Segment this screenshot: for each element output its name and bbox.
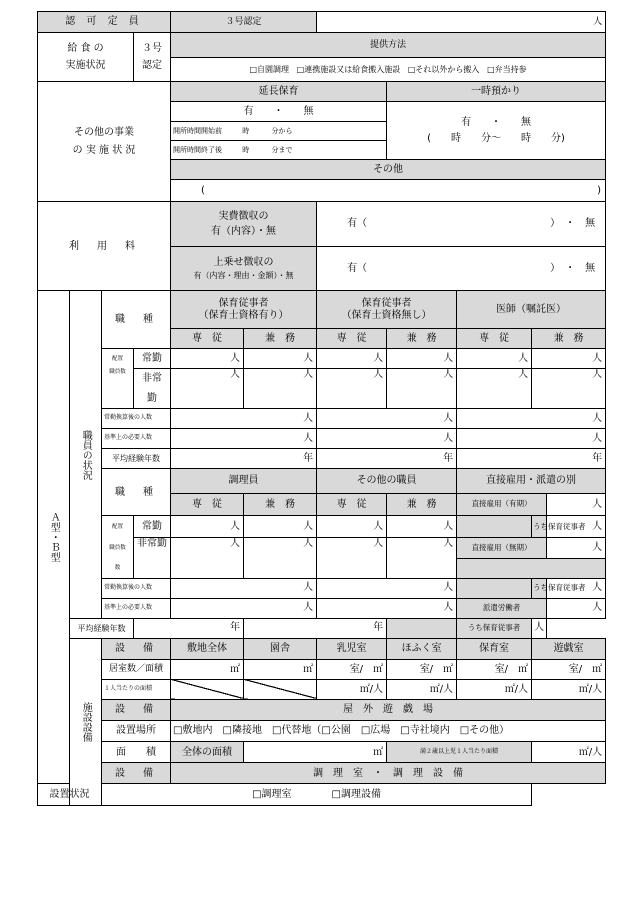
staff1-c1-ft-full[interactable]: 人: [171, 349, 244, 369]
staff2-c1-pt-part[interactable]: 人: [244, 538, 317, 578]
fees-actual-field[interactable]: [317, 202, 606, 247]
outdoor-area-row: [38, 742, 606, 763]
extended-end-field[interactable]: [171, 141, 387, 160]
kitchen-setup-label: 設置状況: [38, 784, 102, 806]
temporary-care-header: 一時預かり: [387, 82, 606, 102]
other-paren-close: ): [597, 184, 602, 196]
staff2-dispatched-label: 派遣労働者: [457, 598, 547, 618]
facility-per-person-row: [38, 679, 606, 699]
staff2-c1-converted[interactable]: 人: [171, 578, 317, 598]
kitchen-setup-row: [38, 784, 606, 806]
staff2-required-label: 基準上の必要人数: [102, 598, 171, 618]
other-field[interactable]: [171, 180, 606, 202]
kitchen-options[interactable]: □調理室 □調理設備: [102, 784, 532, 806]
staff1-c3-pt-full[interactable]: 人: [457, 369, 532, 409]
facility-col-building: 園舎: [244, 638, 317, 659]
meals-row: [38, 33, 606, 57]
staff1-c3-part: 兼 務: [532, 329, 606, 349]
other-paren-open: (: [201, 184, 205, 196]
staff2-c1-required[interactable]: 人: [171, 598, 317, 618]
staff1-c1-ft-part[interactable]: 人: [244, 349, 317, 369]
other-header: その他: [171, 160, 606, 180]
staff1-required-label: 基準上の必要人数: [102, 429, 171, 449]
facility-building-area[interactable]: ㎡: [244, 659, 317, 679]
outdoor-total-area-label: 全体の面積: [171, 742, 244, 763]
type-ab-label: Ａ型・Ｂ型: [38, 291, 70, 784]
staff1-c2-part: 兼 務: [387, 329, 457, 349]
staff2-fulltime-row: [38, 516, 606, 538]
staff1-converted-row: [38, 409, 606, 429]
facility-nursery-per-person[interactable]: ㎡/人: [457, 679, 532, 699]
facility-col-site: 敷地全体: [171, 638, 244, 659]
staff2-dispatched-count[interactable]: 人: [547, 598, 606, 618]
meal-option-bento[interactable]: □弁当持参: [487, 64, 527, 74]
staff2-direct-fixed-label: 直接雇用（有期）: [457, 493, 547, 515]
facility-nursery-room-area[interactable]: 室/ ㎡: [457, 659, 532, 679]
facility-col-nursery-room: 保育室: [457, 638, 532, 659]
outdoor-equipment-label: 設 備: [102, 699, 171, 720]
staff1-c3-pt-part[interactable]: 人: [532, 369, 606, 409]
staff1-c1-converted[interactable]: 人: [171, 409, 317, 429]
extended-start-hour: 時: [242, 127, 250, 136]
staff1-c1-part: 兼 務: [244, 329, 317, 349]
temporary-times[interactable]: ( 時 分〜 時 分): [427, 132, 565, 144]
staff1-col2-header: [317, 291, 457, 329]
approval-row: [38, 12, 606, 33]
staff2-c1-ft-part[interactable]: 人: [244, 516, 317, 538]
staff1-c2-ft-part[interactable]: 人: [387, 349, 457, 369]
staff2-nursery-dispatched-count[interactable]: 人: [532, 618, 547, 638]
fees-extra-field[interactable]: [317, 246, 606, 291]
staff1-c3-ft-part[interactable]: 人: [532, 349, 606, 369]
outdoor-area-label: 面 積: [102, 742, 171, 763]
staff-status-label: 職員の状況: [70, 291, 102, 618]
staff1-c2-converted[interactable]: 人: [317, 409, 457, 429]
staff2-converted-label: 常勤換算後の人数: [102, 578, 171, 598]
meal-option-self-cooking[interactable]: □自園調理: [249, 64, 290, 74]
staff1-col1-line1: 保育従事者: [218, 298, 269, 310]
outdoor-location-options[interactable]: □敷地内 □隣接地 □代替地（□公園 □広場 □寺社境内 □その他）: [171, 721, 606, 742]
staff2-col3-header: 直接雇用・派遣の別: [457, 469, 606, 493]
facility-per-person-label: １人当たりの面積: [102, 679, 171, 699]
nursery-form-sheet: [37, 11, 605, 806]
staff1-c3-required[interactable]: 人: [457, 429, 606, 449]
outdoor-child-area-value[interactable]: ㎡/人: [532, 742, 606, 763]
meals-options: [171, 57, 606, 81]
staff1-col3-header: 医師（嘱託医）: [457, 291, 606, 329]
meals-label-line2: 実施状況: [65, 60, 106, 72]
fees-actual-yes: 有（: [347, 218, 368, 230]
staff1-c1-pt-full[interactable]: 人: [171, 369, 244, 409]
meals-cert-line2: 認定: [142, 60, 163, 72]
outdoor-header-row: [38, 699, 606, 720]
staff2-required-row: [38, 598, 606, 618]
extended-end-label: 開所時間終了後: [173, 146, 223, 155]
staff1-c3-converted[interactable]: 人: [457, 409, 606, 429]
staff1-hijokin-label-2: 勤: [134, 389, 171, 409]
staff2-c1-years[interactable]: 年: [134, 618, 244, 638]
meals-cert: [134, 33, 171, 82]
staff2-hijokin-label: 非常勤: [134, 538, 171, 578]
extended-start-field[interactable]: [171, 122, 387, 141]
staff2-parttime-row-a: [38, 538, 606, 558]
staff2-c2-required[interactable]: 人: [317, 598, 457, 618]
staff2-avg-years-row: [38, 618, 606, 638]
facility-equipment-label: 設 備: [102, 638, 171, 659]
staff1-shokuinsu-label: 職員数: [102, 369, 134, 409]
staff1-c2-pt-part[interactable]: 人: [387, 369, 457, 409]
fees-extra-line1: 上乗せ徴収の: [213, 256, 274, 268]
other-services-label: [38, 82, 171, 202]
staff2-c1-ft-full[interactable]: 人: [171, 516, 244, 538]
staff1-fulltime-row: [38, 349, 606, 369]
fees-label: 利 用 料: [38, 202, 171, 291]
staff2-c2-ft-part[interactable]: 人: [387, 516, 457, 538]
staff2-col1-header: 調理員: [171, 469, 317, 493]
extended-start-min: 分から: [271, 127, 293, 136]
meals-label-line1: 給 食 の: [67, 42, 104, 54]
staff1-jokin-label: 常勤: [134, 349, 171, 369]
staff2-c2-full: 専 従: [317, 493, 387, 515]
facility-crawling-per-person[interactable]: ㎡/人: [387, 679, 457, 699]
approval-label: 認 可 定 員: [38, 12, 171, 33]
staff1-c3-ft-full[interactable]: 人: [457, 349, 532, 369]
facility-col-crawling-room: ほふく室: [387, 638, 457, 659]
staff2-nursery-fixed-count[interactable]: 人: [547, 516, 606, 538]
kitchen-equipment-label: 設 備: [102, 763, 171, 784]
staff2-direct-open-count[interactable]: 人: [547, 538, 606, 558]
fees-actual-line2: 有（内容）・無: [211, 225, 277, 237]
fees-extra-line2: 有（内容・理由・金額）・無: [193, 271, 294, 281]
outdoor-child-area-label: 満２歳以上児１人当たり面積: [387, 742, 532, 763]
meals-label: [38, 33, 134, 82]
fees-extra-label: [171, 246, 317, 291]
staff2-c1-pt-full[interactable]: 人: [171, 538, 244, 578]
facility-crawling-room-area[interactable]: 室/ ㎡: [387, 659, 457, 679]
staff2-nursery-open-label: うち保育従事者: [532, 578, 547, 598]
staff2-direct-open-label: 直接雇用（無期）: [457, 538, 547, 558]
fees-extra-yes: 有（: [347, 262, 368, 274]
staff1-c3-full: 専 従: [457, 329, 532, 349]
staff1-col1-header: [171, 291, 317, 329]
other-services-header-row: [38, 82, 606, 102]
staff2-avg-years-label: 平均経験年数: [70, 618, 134, 638]
staff1-c1-required[interactable]: 人: [171, 429, 317, 449]
facility-header-row: [38, 638, 606, 659]
meals-method-header: 提供方法: [171, 33, 606, 57]
staff1-parttime-row-a: [38, 369, 606, 389]
staff2-c2-pt-full[interactable]: 人: [317, 538, 387, 578]
facility-col-infant-room: 乳児室: [317, 638, 387, 659]
fees-actual-close: ） ・ 無: [550, 218, 596, 230]
staff2-col2-header: その他の職員: [317, 469, 457, 493]
staff1-haichi-label: 配置: [102, 349, 134, 369]
facility-building-per-person-na: [244, 679, 317, 699]
staff2-indent-1: [457, 516, 532, 538]
staff1-col1-line2: （保育士資格有り）: [198, 309, 289, 321]
extended-end-min: 分まで: [271, 146, 293, 155]
staff2-shokuinsu-label: 職員数: [102, 538, 134, 558]
staff1-avg-years-row: [38, 449, 606, 469]
temporary-care-cell: [387, 102, 606, 160]
other-services-line2: の 実 施 状 況: [72, 144, 136, 156]
facility-play-per-person[interactable]: ㎡/人: [532, 679, 606, 699]
staff1-c1-full: 専 従: [171, 329, 244, 349]
outdoor-location-row: [38, 721, 606, 742]
form-table: [37, 11, 606, 806]
extended-start-label: 開所時間開始前: [173, 127, 223, 136]
staff1-c2-pt-full[interactable]: 人: [317, 369, 387, 409]
meal-option-other-delivery[interactable]: □それ以外から搬入: [407, 64, 480, 74]
staff1-job-label: 職 種: [102, 291, 171, 349]
kitchen-header: 調 理 室 ・ 調 理 設 備: [171, 763, 606, 784]
fees-actual-line1: 実費徴収の: [218, 211, 269, 223]
staff1-c1-pt-part[interactable]: 人: [244, 369, 317, 409]
staff1-c2-required[interactable]: 人: [317, 429, 457, 449]
staff2-kazu-label: 数: [102, 558, 134, 578]
staff1-c2-years[interactable]: 年: [317, 449, 457, 469]
temporary-yes-no[interactable]: 有 ・ 無: [461, 117, 532, 129]
staff1-required-row: [38, 429, 606, 449]
approval-value-field[interactable]: 人: [317, 12, 606, 33]
facility-label: 施設設備: [70, 638, 102, 805]
extended-end-hour: 時: [242, 146, 250, 155]
fees-actual-row: [38, 202, 606, 247]
staff1-col2-line1: 保育従事者: [361, 298, 412, 310]
facility-play-room-area[interactable]: 室/ ㎡: [532, 659, 606, 679]
staff2-converted-row: [38, 578, 606, 598]
facility-area-row: [38, 659, 606, 679]
facility-infant-room-area[interactable]: 室/ ㎡: [317, 659, 387, 679]
staff2-nursery-dispatched-label: うち保育従事者: [457, 618, 532, 638]
staff2-indent-2: [457, 578, 532, 598]
staff2-empty-shaded: [457, 558, 606, 578]
meals-cert-line1: ３号: [142, 42, 163, 54]
fees-extra-close: ） ・ 無: [550, 262, 596, 274]
staff2-c2-part: 兼 務: [387, 493, 457, 515]
outdoor-total-area-value[interactable]: ㎡: [244, 742, 387, 763]
staff1-hijokin-label-1: 非常: [134, 369, 171, 389]
staff2-nursery-fixed-label: うち保育従事者: [532, 516, 547, 538]
staff1-col2-line2: （保育士資格無し）: [341, 309, 432, 321]
staff2-c2-years[interactable]: 年: [244, 618, 387, 638]
staff1-c3-years[interactable]: 年: [457, 449, 606, 469]
staff2-jokin-label: 常勤: [134, 516, 171, 538]
facility-site-area[interactable]: ㎡: [171, 659, 244, 679]
approval-type: ３号認定: [171, 12, 317, 33]
staff2-c1-full: 専 従: [171, 493, 244, 515]
staff2-c2-ft-full[interactable]: 人: [317, 516, 387, 538]
staff1-avg-years-label: 平均経験年数: [102, 449, 171, 469]
staff2-header-row: [38, 469, 606, 493]
kitchen-header-row: [38, 763, 606, 784]
facility-infant-per-person[interactable]: ㎡/人: [317, 679, 387, 699]
outdoor-header: 屋 外 遊 戯 場: [171, 699, 606, 720]
staff2-c2-pt-part[interactable]: 人: [387, 538, 457, 578]
facility-rooms-area-label: 居室数／面積: [102, 659, 171, 679]
outdoor-location-label: 設置場所: [102, 721, 171, 742]
staff2-direct-fixed-count[interactable]: 人: [547, 493, 606, 515]
facility-site-per-person-na: [171, 679, 244, 699]
staff2-c2-converted[interactable]: 人: [317, 578, 457, 598]
facility-col-play-room: 遊戯室: [532, 638, 606, 659]
staff2-nursery-open-count[interactable]: 人: [547, 578, 606, 598]
staff1-header-row: [38, 291, 606, 329]
staff1-c1-years[interactable]: 年: [171, 449, 317, 469]
extended-care-header: 延長保育: [171, 82, 387, 102]
staff1-c2-full: 専 従: [317, 329, 387, 349]
extended-yes-no[interactable]: 有 ・ 無: [171, 102, 387, 122]
staff2-indent-3: [387, 618, 457, 638]
staff1-converted-label: 常勤換算後の人数: [102, 409, 171, 429]
staff2-haichi-label: 配置: [102, 516, 134, 538]
staff1-c2-ft-full[interactable]: 人: [317, 349, 387, 369]
meal-option-partner-facility[interactable]: □連携施設又は給食搬入施設: [296, 64, 401, 74]
fees-actual-label: [171, 202, 317, 247]
staff2-c1-part: 兼 務: [244, 493, 317, 515]
staff2-job-label: 職 種: [102, 469, 171, 516]
other-services-line1: その他の事業: [74, 127, 135, 139]
